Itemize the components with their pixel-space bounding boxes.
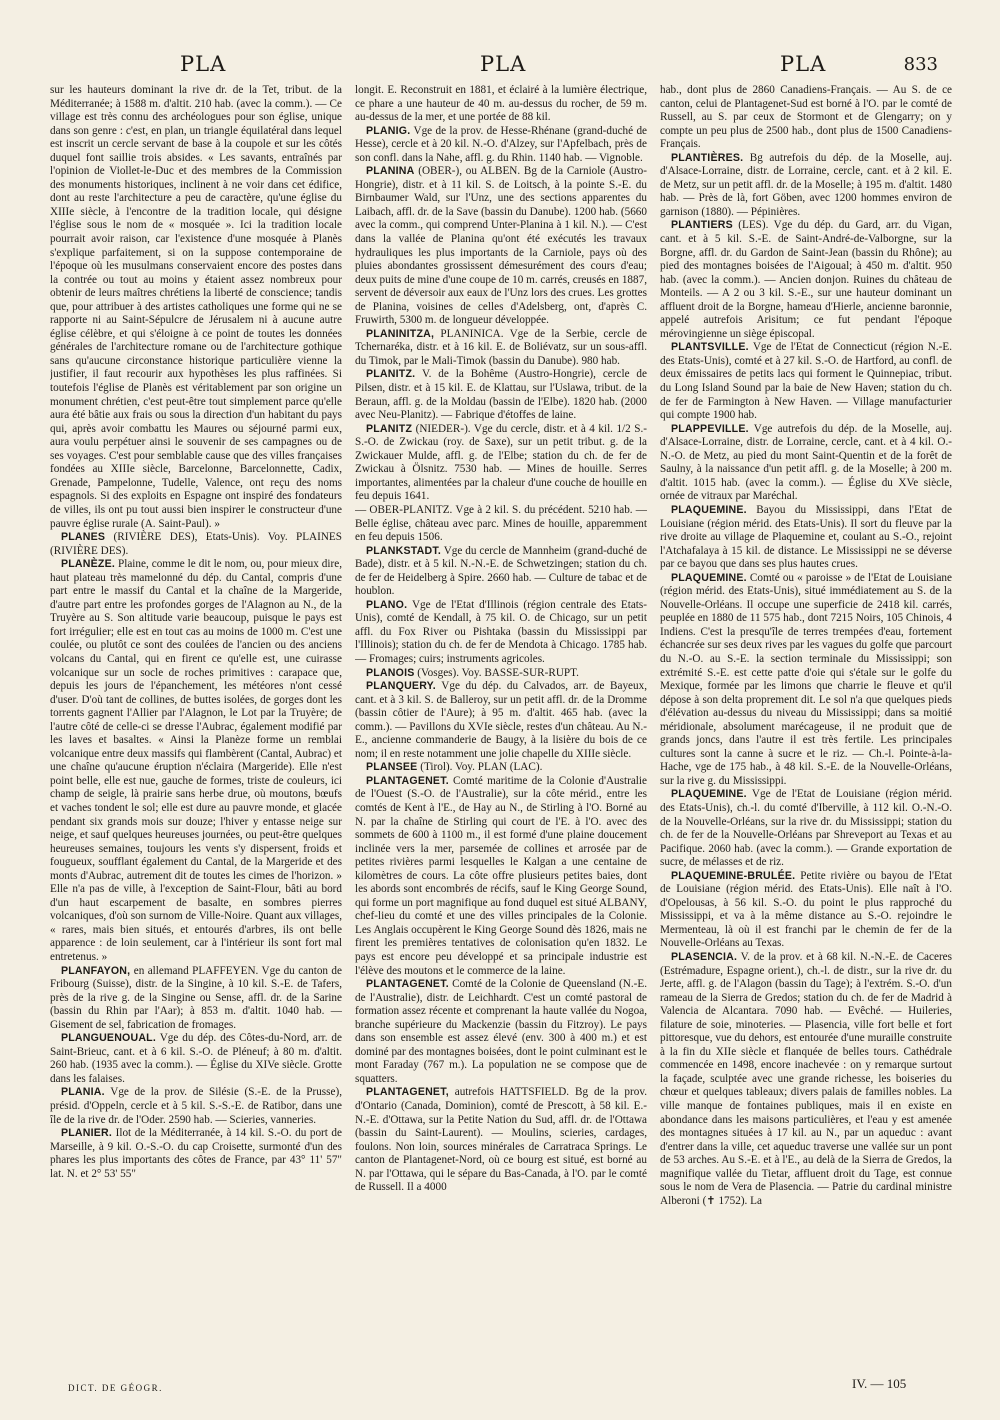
dictionary-entry — [355, 84, 647, 125]
dictionary-entry — [50, 1086, 342, 1127]
dictionary-entry — [660, 572, 952, 789]
dictionary-entry — [355, 423, 647, 504]
entry-text: Comté ou « paroisse » de l'Etat de Louisiane (région mérid. des Etats-Unis), situé immédiatement au S. de la Nouvelle-Orléans. Il occupe une superficie de 2418 kil. carrés, peuplée en 1880 de 11 575 hab., dont 7215 Noirs, 105 Chinois, 4 Indiens. C'est la presqu'île de terres trempées d'eau, fortement échancrée sur ses deux rives par les vagues du golfe que parcourt du N.-O. au S.-E. la section terminale du Mississippi; son extrémité S.-E. est cette patte d'oie qui s'étale sur le golfe du Mexique, formée par les limons que charrie le fleuve et qu'il dépose à son delta proprement dit. Le sol n'a que quelques pieds d'élévation au-dessus du niveau du Mississippi; dans sa moitié méridionale, absolument marécageuse, il ne produit que de grands joncs, dans l'autre il est très fertile. Les principales cultures sont la canne à sucre et le riz. — Ch.-l. Pointe-à-la-Hache, vge de 175 hab., à 48 kil. S.-E. de la Nouvelle-Orléans, sur la rive g. du Mississippi. — [660, 571, 952, 787]
entry-text: Petite rivière ou bayou de l'Etat de Louisiane (région mérid. des Etats-Unis). Elle naît à l'O. d'Opelousas, à 56 kil. S.-O. du point le plus rapproché du Mississippi, et va à la même distance au S.-O. rejoindre le Mermenteau, là où il est franchi par le chemin de fer de la Nouvelle-Orléans au Texas. — [660, 869, 952, 950]
dictionary-entry — [355, 545, 647, 599]
entry-headword: PLANTAGENET. — [366, 978, 449, 991]
dictionary-entry — [660, 870, 952, 951]
entry-text: Vge autrefois du dép. de la Moselle, auj. d'Alsace-Lorraine, distr. de Lorraine, cercle, cant. et à 4 kil. O.-N.-O. de Metz, au pied du mont Saint-Quentin et de la forêt de Saulny, à la naissance d'un petit affl. g. de la Moselle; à 200 m. d'altit. 1015 hab. (avec la comm.). — Église du XVe siècle, ornée de vitraux par Maréchal. — [660, 422, 952, 503]
entry-text: Vge de l'Etat de Connecticut (région N.-E. des Etats-Unis), comté et à 27 kil. S.-O. de Hartford, au confl. de deux émissaires de petits lacs qui forment le Quinnepiac, tribut. du Long Island Sound par la baie de New Haven; station du ch. de fer de Farmington à New Haven. — Village manufacturier qui compte 1900 hab. — [660, 341, 952, 422]
entry-headword: PLANFAYON, — [61, 964, 131, 977]
entry-headword: PLAQUEMINE. — [671, 788, 747, 801]
entry-headword: PLANES — [61, 531, 106, 544]
entry-text: Bayou du Mississippi, dans l'Etat de Louisiane (région mérid. des Etats-Unis). Il sort du fleuve par la rive droite au village de Plaquemine et, coulant au S.-O., rejoint l'Atchafalaya à 15 kil. de distance. Le Mississippi ne se déverse par ce bayou que dans ses plus hautes crues. — [660, 503, 952, 571]
dictionary-entry — [355, 328, 647, 369]
entry-headword: PLANINA — [366, 165, 415, 178]
footer-signature: DICT. DE GÉOGR. — [68, 1383, 163, 1393]
entry-headword: PLANOIS — [366, 666, 415, 679]
dictionary-entry — [355, 599, 647, 667]
text-columns — [50, 84, 952, 1339]
footer-volume-sheet: IV. — 105 — [852, 1376, 907, 1391]
entry-headword: PLANTIÈRES. — [671, 151, 744, 164]
dictionary-entry — [355, 761, 647, 775]
dictionary-entry — [355, 978, 647, 1086]
entry-text: en allemand PLAFFEYEN. Vge du canton de Fribourg (Suisse), distr. de la Singine, à 10 kil. S.-E. de Tafers, près de la rive g. de la Singine ou Sense, affl. dr. de la Sarine (bassin du Rhin par l'Aar); à 853 m. d'altit. 1040 hab. — Gisement de sel, fabrication de fromages. — [50, 964, 342, 1031]
entry-headword: PLANTSVILLE. — [671, 341, 749, 354]
entry-text: longit. E. Reconstruit en 1881, et éclairé à la lumière électrique, ce phare a une hauteur de 40 m. au-dessus du rocher, de 59 m. au-dessus de la mer, et une portée de 88 kil. — [355, 84, 647, 124]
page-number: 833 — [903, 54, 938, 75]
dictionary-entry — [660, 152, 952, 220]
entry-headword: PLANÈZE. — [61, 558, 115, 571]
entry-text: Vge de la prov. de Hesse-Rhénane (grand-duché de Hesse), cercle et à 20 kil. N.-O. d'Alzey, sur l'Apfelbach, près de son confl. dans la Nahe, affl. g. du Rhin. 1140 hab. — Vignoble. — [355, 124, 647, 164]
entry-headword: PLANIA. — [61, 1086, 105, 1099]
entry-text: V. de la Bohême (Austro-Hongrie), cercle de Pilsen, distr. et à 15 kil. E. de Klattau, sur l'Uslawa, tribut. de la Beraun, affl. g. de la Moldau (bassin de l'Elbe). 1820 hab. (2000 avec Neu-Planitz). — Fabrique d'étoffes de laine. — [355, 368, 647, 422]
dictionary-entry — [660, 788, 952, 869]
column-1 — [50, 84, 342, 1339]
entry-headword: PLASENCIA. — [671, 951, 738, 963]
entry-headword: PLAPPEVILLE. — [671, 422, 749, 435]
entry-text: Vge de l'Etat d'Illinois (région centrale des Etats-Unis), comté de Kendall, à 75 kil. O. de Chicago, sur un petit affl. du Fox River ou Pishtaka (bassin du Mississippi par l'Illinois); station du ch. de fer de Mendota à Chicago. 1785 hab. — Fromages; cuirs; instruments agricoles. — [355, 598, 647, 665]
entry-text: (RIVIÈRE DES), Etats-Unis). Voy. PLAINES (RIVIÈRE DES). — [50, 531, 342, 557]
entry-text: hab., dont plus de 2860 Canadiens-Français. — Au S. de ce canton, celui de Plantagenet-Sud est borné à l'O. par le comté de Russell, au S. par ceux de Stormont et de Glengarry; on y compte un peu plus de 2500 hab., dont plus de 1500 Canadiens-Français. — [660, 84, 952, 151]
column-2 — [355, 84, 647, 1339]
entry-headword: PLANTAGENET. — [366, 774, 449, 787]
entry-text: (Tirol). Voy. PLAN (LAC). — [417, 761, 543, 774]
entry-headword: PLANITZ — [366, 422, 413, 435]
entry-text: PLANINICA. Vge de la Serbie, cercle de Tchernaréka, distr. et à 16 kil. E. de Boliévatz, sur un sous-affl. du Timok, par le Mali-Timok (bassin du Danube). 980 hab. — [355, 327, 647, 367]
header-right-guideword: PLA — [780, 52, 827, 76]
dictionary-entry — [355, 165, 647, 328]
entry-text: (LES). Vge du dép. du Gard, arr. du Vigan, cant. et à 5 kil. S.-E. de Saint-André-de-Valborgne, sur la Borgne, affl. dr. du Gardon de Saint-Jean (bassin du Rhône); au pied des montagnes boisées de l'Aigoual; à 450 m. d'altit. 950 hab. (avec la comm.). — Ancien donjon. Ruines du château de Monteils. — A 2 ou 3 kil. S.-E., sur une hauteur dominant un affluent droit de la Borgne, hameau d'Hierle, ancienne baronnie, appelé autrefois Arisitum; ce fut pendant l'époque mérovingienne un siège épiscopal. — [660, 219, 952, 340]
entry-headword: PLANQUERY. — [366, 680, 436, 693]
running-header — [50, 52, 950, 82]
entry-headword: PLAQUEMINE. — [671, 571, 747, 584]
entry-headword: PLANIG. — [366, 124, 411, 137]
entry-text: Comté de la Colonie de Queensland (N.-E. de l'Australie), distr. de Leichhardt. C'est un comté pastoral de formation assez récente et comprenant la haute vallée du Nogoa, branche supérieure du Mackenzie (bassin du Fitzroy). Le pays dans son ensemble est assez élevé (env. 300 à 400 m.) et est dominé par des montagnes boisées, dont le point culminant est le mont Faraday (767 m.). La population ne se compose que de squatters. — [355, 978, 647, 1085]
dictionary-entry — [50, 558, 342, 964]
entry-headword: PLANO. — [366, 598, 408, 611]
dictionary-entry — [355, 504, 647, 545]
header-center-guideword: PLA — [480, 52, 527, 76]
entry-text: V. de la prov. et à 68 kil. N.-N.-E. de Caceres (Estrémadure, Espagne orient.), ch.-l. de distr., sur la rive dr. du Jerte, affl. g. de l'Alagon (bassin du Tage); à l'extrém. S.-O. d'un rameau de la Sierra de Gredos; station du ch. de fer de Madrid à Valencia de Alcantara. 7090 hab. — Evêché. — Huileries, filature de soie, minoteries. — Plasencia, ville fort belle et fort pittoresque, vue du dehors, est entourée d'une muraille construite à la fin du XIIe siècle et flanquée de belles tours. Cathédrale commencée en 1498, encore inachevée : on y remarque surtout la façade, sculptée avec une grande richesse, les boiseries du chœur et quelques tableaux; divers palais de familles nobles. La ville manque de fontaines publiques, mais il en existe en abondance dans les maisons particulières, et l'eau y est amenée des montagnes situées à 17 kil. au N., par un aqueduc : avant d'entrer dans la ville, cet aqueduc traverse une vallée sur un pont de 53 arches. Au S.-E. et à l'E., au delà de la Sierra de Gredos, la magnifique vallée du Tietar, affluent droit du Tage, est connue sous le nom de Vera de Plasencia. — Patrie du cardinal ministre Alberoni (✝ 1752). La — [660, 951, 952, 1207]
dictionary-entry — [355, 125, 647, 166]
dictionary-entry — [50, 965, 342, 1033]
entry-headword: PLANIER. — [61, 1127, 113, 1140]
dictionary-entry — [50, 1032, 342, 1086]
entry-text: Bg autrefois du dép. de la Moselle, auj. d'Alsace-Lorraine, distr. de Lorraine, cercle, cant. et à 2 kil. E. de Metz, sur un petit affl. dr. de la Moselle; à 195 m. d'altit. 1480 hab. — Près de là, fort Göben, avec 1200 hommes environ de garnison (1880). — Pépinières. — [660, 151, 952, 218]
dictionary-entry — [660, 219, 952, 341]
dictionary-entry — [660, 341, 952, 422]
entry-headword: PLANKSTADT. — [366, 544, 441, 557]
column-3 — [660, 84, 952, 1339]
entry-text: Ilot de la Méditerranée, à 14 kil. S.-O. du port de Marseille, à 9 kil. O.-S.-O. du cap Croisette, surmonté d'un des phares les plus importants des côtes de France, par 43° 11' 57" lat. N. et 2° 53' 55" — [50, 1127, 342, 1180]
dictionary-entry — [355, 368, 647, 422]
entry-headword: PLANGUENOUAL. — [61, 1032, 157, 1045]
dictionary-entry — [660, 423, 952, 504]
header-left-guideword: PLA — [180, 52, 227, 76]
entry-text: Vge du dép. du Calvados, arr. de Bayeux, cant. et à 3 kil. S. de Balleroy, sur un petit affl. dr. de la Dromme (bassin côtier de l'Aure); à 95 m. d'altit. 465 hab. (avec la comm.). — Pavillons du XVIe siècle, restes d'un château. Au N.-E., ancienne commanderie de Baugy, à la lisière du bois de ce nom; il en reste notamment une jolie chapelle du XIIIe siècle. — [355, 680, 647, 760]
entry-headword: PLANTIERS — [671, 219, 733, 232]
dictionary-entry — [50, 84, 342, 531]
entry-text: Plaine, comme le dit le nom, ou, pour mieux dire, haut plateau très mamelonné du dép. du Cantal, compris d'une part entre le massif du Cantal et la chaîne de la Margeride, d'autre part entre les profondes gorges de l'Alagnon au N., de la Truyère au S. Son altitude varie beaucoup, puisque le pays est fort irrégulier; elle est en tout cas au moins de 1000 m. C'est une coulée, ou plutôt ce sont des coulées de l'ancien ou des anciens volcans du Cantal, qui en firent ce qu'elle est, une cuirasse volcanique sur un socle de roches primitives : carapace que, depuis les jours de l'épanchement, les météores n'ont cessé d'user. D'où tant de collines, de buttes isolées, de gorges dont les torrents gagnent l'Allier par l'Alagnon, le Lot par la Truyère; de l'autre côté de celle-ci se dresse l'Aubrac, également modifié par les laves et basaltes. « Ainsi la Planèze forme un remblai volcanique entre deux massifs qui flambèrent (Cantal, Aubrac) et une chaîne qu'aucune éruption n'éclaira (Margeride). Elle n'est point belle, elle est nue, gauche de formes, triste de couleurs, ici champ de seigle, là prairie sans herbe drue, où moutons, bœufs et vaches tondent le sol; elle est dure au pauvre monde, et glacée pendant six grands mois sur douze; l'hiver y entasse neige sur neige, et sauf quelques heureuses journées, ou peut-être quelques heureuses semaines, toujours les vents s'y dispersent, froids et fougueux, soufflant également du Cantal, de la Margeride et des monts d'Aubrac, autrement dit de toutes les cimes de l'horizon. » Elle n'a pas de ville, à l'exception de Saint-Flour, bâti au bord d'un haut escarpement de basalte, en sombres pierres volcaniques, d'où son surnom de Ville-Noire. Quant aux villages, « rares, mais bien situés, et entourés d'arbres, ils ont belle apparence : de loin seulement, car à l'intérieur ils sont fort mal entretenus. » — [50, 558, 342, 963]
dictionary-entry — [355, 667, 647, 681]
entry-headword: PLAQUEMINE-BRULÉE. — [671, 869, 796, 882]
entry-text: (OBER-), ou ALBEN. Bg de la Carniole (Austro-Hongrie), distr. et à 11 kil. S. de Loitsch, à la pointe S.-E. du Birnbaumer Wald, sur l'Unz, une des sections apparentes du Laibach, affl. dr. de la Save (bassin du Danube). 1200 hab. (5660 avec la comm., qui comprend Unter-Planina à 1 kil. N.). — C'est dans la vallée de Planina qu'ont été exécutés les travaux hydrauliques les plus importants de la Carniole, pays où des pluies abondantes grossissent démesurément des cours d'eau; deux puits de mine d'une coupe de 10 m. carrés, creusés en 1887, servent de déversoir aux eaux de l'Unz lors des crues. Les grottes de Planina, voisines de celles d'Adelsberg, ont, d'après C. Fruwirth, 5300 m. de longueur développée. — [355, 165, 647, 327]
dictionary-entry — [660, 951, 952, 1208]
entry-text: (Vosges). Voy. BASSE-SUR-RUPT. — [414, 666, 579, 679]
entry-headword: PLAQUEMINE. — [671, 503, 747, 516]
entry-headword: PLANTAGENET, — [366, 1086, 449, 1099]
dictionary-entry — [50, 531, 342, 558]
entry-headword: PLANINITZA, — [366, 327, 435, 340]
entry-text: Vge du dép. des Côtes-du-Nord, arr. de Saint-Brieuc, cant. et à 6 kil. S.-O. de Pléneuf; à 80 m. d'altit. 260 hab. (1935 avec la comm.). — Église du XIVe siècle. Grotte dans les falaises. — [50, 1032, 342, 1085]
entry-text: autrefois HATTSFIELD. Bg de la prov. d'Ontario (Canada, Dominion), comté de Prescott, à 58 kil. E.-N.-E. d'Ottawa, sur la Petite Nation du Sud, affl. dr. de l'Ottawa (bassin du Saint-Laurent). — Moulins, scieries, cardages, foulons. Non loin, sources minérales de Carratraca Springs. Le canton de Plantagenet-Nord, où ce bourg est situé, est borné au N. par l'Ottawa, qui le sépare du Bas-Canada, à l'O. par le comté de Russell. Il a 4000 — [355, 1086, 647, 1194]
entry-text: Comté maritime de la Colonie d'Australie de l'Ouest (S.-O. de l'Australie), sur la côte mérid., entre les comtés de Kent à l'E., de Hay au N., de Stirling à l'O. Borné au N. par la chaîne de Stirling qui court de l'E. à l'O. avec des sommets de 600 à 1100 m., il est formé d'une plaine doucement inclinée vers la mer, parsemée de collines et arrosée par de petites rivières parmi lesquelles le Kalgan a une centaine de kilomètres de cours. La côte offre plusieurs petites baies, dont les abords sont encombrés de récifs, sauf le King George Sound, qui forme un port magnifique au fond duquel est situé ALBANY, chef-lieu du comté et une des villes principales de la Colonie. Les Anglais occupèrent le King George Sound dès 1826, mais ne firent les premières tentatives de colonisation qu'en 1832. Le pays est encore peu développé et sa principale industrie est l'élève des moutons et le commerce de la laine. — [355, 774, 647, 977]
dictionary-entry — [50, 1127, 342, 1181]
entry-headword: PLANSEE — [366, 761, 418, 774]
dictionary-entry — [660, 504, 952, 572]
dictionary-entry — [355, 775, 647, 978]
entry-text: Vge du cercle de Mannheim (grand-duché de Bade), distr. et à 5 kil. N.-N.-E. de Schwetzingen; station du ch. de fer de Heidelberg à Spire. 2660 hab. — Culture de tabac et de houblon. — [355, 544, 647, 598]
entry-text: (NIEDER-). Vge du cercle, distr. et à 4 kil. 1/2 S.-S.-O. de Zwickau (roy. de Saxe), sur un petit tribut. g. de la Zwickauer Mulde, affl. g. de l'Elbe; station du ch. de fer de Zwickau à Ölsnitz. 7530 hab. — Mines de houille. Serres importantes, alimentées par la chaleur d'une couche de houille en feu depuis 1641. — [355, 422, 647, 503]
entry-text: — OBER-PLANITZ. Vge à 2 kil. S. du précédent. 5210 hab. — Belle église, château avec parc. Mines de houille, apparemment en feu depuis 1506. — [355, 503, 647, 544]
dictionary-entry — [355, 680, 647, 761]
entry-text: Vge de l'Etat de Louisiane (région mérid. des Etats-Unis), ch.-l. du comté d'Iberville, à 112 kil. O.-N.-O. de la Nouvelle-Orléans, sur la rive dr. du Mississippi; station du ch. de fer de la Nouvelle-Orléans par Shreveport au Texas et au Pacifique. 2060 hab. (avec la comm.). — Grande exportation de sucre, de mélasses et de riz. — [660, 788, 952, 869]
entry-headword: PLANITZ. — [366, 368, 416, 381]
dictionary-entry — [355, 1086, 647, 1194]
dictionary-entry — [660, 84, 952, 152]
entry-text: Vge de la prov. de Silésie (S.-E. de la Prusse), présid. d'Oppeln, cercle et à 5 kil. S.-S.-E. de Ratibor, dans une île de la rive dr. de l'Oder. 2590 hab. — Scieries, vanneries. — [50, 1086, 342, 1126]
entry-text: sur les hauteurs dominant la rive dr. de la Tet, tribut. de la Méditerranée; à 1588 m. d'altit. 210 hab. (avec la comm.). — Ce village est très connu des archéologues pour son église, unique dans son genre : c'est, en plan, un triangle équilatéral dans lequel est inscrit un cercle servant de base à la coupole et sur les côtés duquel font saillie trois absides. « Les savants, entraînés par l'opinion de Viollet-le-Duc et des membres de la Commission des monuments historiques, inclinent à ne voir dans cet édifice, dont au reste l'architecture a peu de caractère, qu'une église du XIIIe siècle, à l'encontre de la tradition locale, qui désigne l'église sous le nom de « mosquée ». Ici la tradition locale pourrait avoir raison, car l'existence d'une mosquée à Planès s'explique parfaitement, si on la suppose contemporaine de l'époque où les musulmans conservaient encore des postes dans la contrée ou tout au moins y étaient assez nombreux pour obtenir de leurs maîtres chrétiens la liberté de conscience; tandis que, pour attribuer à des artistes catholiques une forme qui ne se rapporte ni au Saint-Sépulcre de Jérusalem ni à aucune autre église célèbre, et qui s'éloigne à ce point de toutes les données générales de l'architecture romane ou de l'architecture gothique sans qu'aucune circonstance historique particulière vienne la justifier, il faut recourir aux hypothèses les plus raffinées. Si toutefois l'église de Planès est véritablement par son origine un monument chrétien, c'est peut-être tout simplement parce qu'elle aura été bâtie aux frais ou sous la direction d'un habitant du pays qui, après avoir combattu les Maures ou séjourné parmi eux, aura voulu perpétuer ainsi le souvenir de ses campagnes ou de ses voyages. C'est pour semblable cause que des villes françaises fondées au XIIIe siècle, Barcelonne, Barcelonnette, Cadix, Grenade, Pampelonne, Tudelle, Valence, ont reçu des noms espagnols. Si des exploits en Espagne ont inspiré des fondateurs de villes, ils ont pu tout aussi bien inspirer le constructeur d'une pauvre église rurale (A. Saint-Paul). » — [50, 84, 342, 530]
